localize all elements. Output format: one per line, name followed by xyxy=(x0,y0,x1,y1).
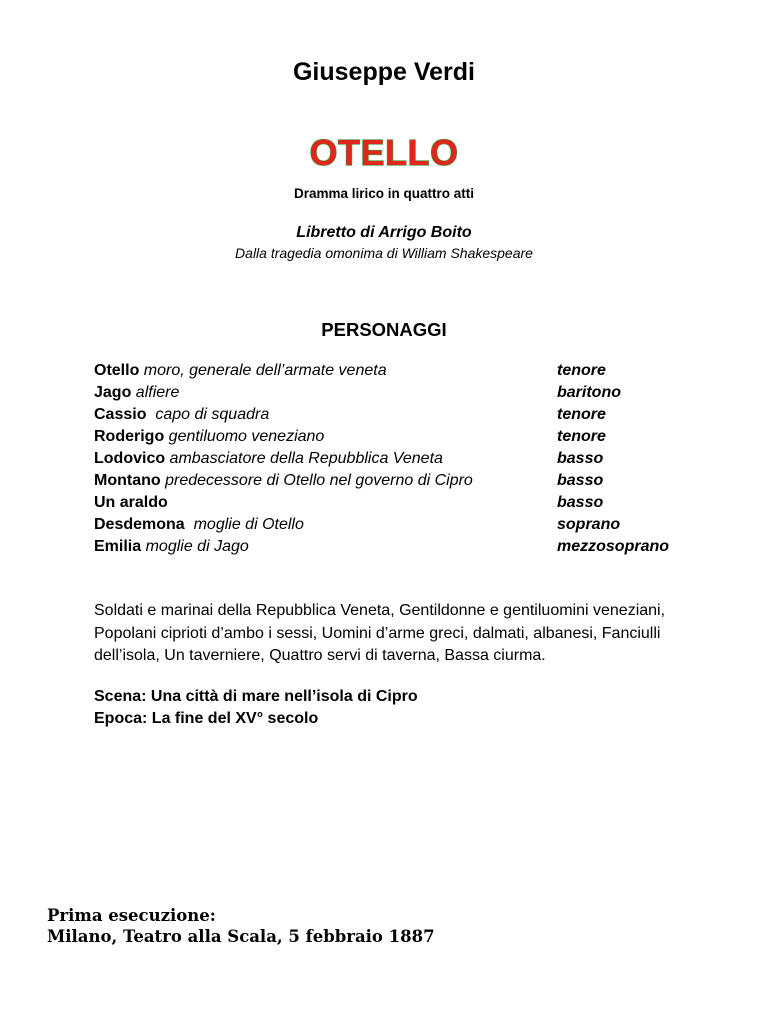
role-row xyxy=(94,404,734,426)
role-name: Jago xyxy=(94,384,132,401)
personaggi-heading: PERSONAGGI xyxy=(321,319,447,340)
role-name: Lodovico xyxy=(94,450,166,467)
role-voice: soprano xyxy=(557,516,621,533)
role-name: Montano xyxy=(94,472,161,489)
role-voice: mezzosoprano xyxy=(557,538,670,555)
role-voice: baritono xyxy=(557,384,621,401)
setting-scena: Scena: Una città di mare nell’isola di Cipro xyxy=(94,688,418,705)
role-name: Un araldo xyxy=(94,494,168,511)
role-description: predecessore di Otello nel governo di Cipro xyxy=(160,472,473,489)
role-voice: basso xyxy=(557,472,604,489)
libretto-credit: Libretto di Arrigo Boito xyxy=(296,224,472,241)
ensemble-paragraph: Soldati e marinai della Repubblica Veneta, Gentildonne e gentiluomini veneziani, Popolani ciprioti d’ambo i sessi, Uomini d’arme greci, dalmati, albanesi, Fanciulli dell’isola, Un taverniere, Quattro servi di taverna, Bassa ciurma. xyxy=(94,602,666,664)
opera-title: OTELLO xyxy=(309,132,459,173)
role-row xyxy=(94,536,734,558)
source-credit: Dalla tragedia omonima di William Shakespeare xyxy=(235,245,533,261)
role-row xyxy=(94,426,734,448)
premiere-label: Prima esecuzione: xyxy=(47,906,216,925)
premiere-details: Milano, Teatro alla Scala, 5 febbraio 1887 xyxy=(47,927,435,946)
composer-name: Giuseppe Verdi xyxy=(292,58,475,86)
role-row xyxy=(94,492,734,514)
role-row xyxy=(94,382,734,404)
role-name: Desdemona xyxy=(94,516,185,533)
role-description: gentiluomo veneziano xyxy=(164,428,325,445)
role-name: Roderigo xyxy=(94,428,165,445)
setting-epoca: Epoca: La fine del XV° secolo xyxy=(94,710,319,727)
role-row xyxy=(94,514,734,536)
role-description: ambasciatore della Repubblica Veneta xyxy=(165,450,443,467)
role-description: alfiere xyxy=(131,384,180,401)
role-row xyxy=(94,360,734,382)
role-voice: tenore xyxy=(557,362,606,379)
role-row xyxy=(94,448,734,470)
role-description: moglie di Otello xyxy=(184,516,304,533)
role-voice: tenore xyxy=(557,428,606,445)
role-description: moglie di Jago xyxy=(141,538,249,555)
role-description: capo di squadra xyxy=(146,406,270,423)
role-voice: basso xyxy=(557,450,604,467)
role-name: Emilia xyxy=(94,538,142,555)
role-description: moro, generale dell’armate veneta xyxy=(139,362,387,379)
role-name: Otello xyxy=(94,362,140,379)
role-row xyxy=(94,470,734,492)
role-voice: tenore xyxy=(557,406,606,423)
role-voice: basso xyxy=(557,494,604,511)
opera-subtitle: Dramma lirico in quattro atti xyxy=(293,186,475,201)
roles-list xyxy=(94,360,734,558)
role-name: Cassio xyxy=(94,406,147,423)
